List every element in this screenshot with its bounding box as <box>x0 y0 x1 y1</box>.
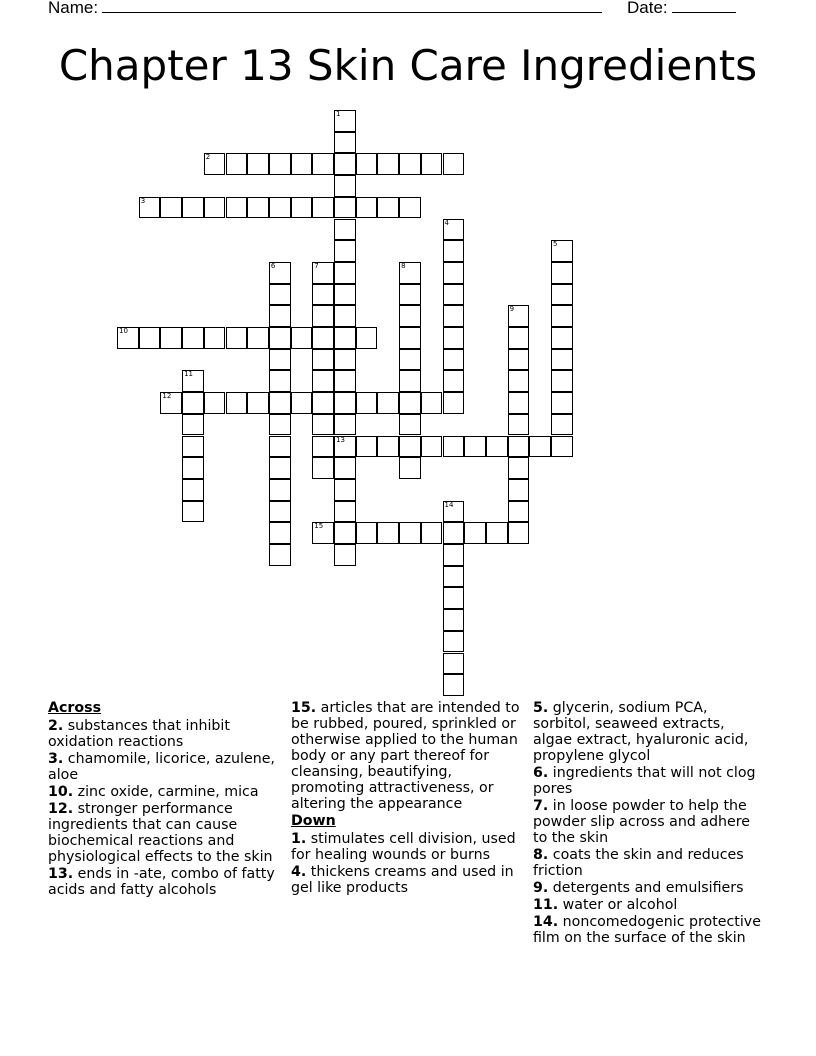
clue-item <box>48 801 280 865</box>
clue-number: 3 <box>140 196 146 205</box>
clues-column-2 <box>291 700 523 897</box>
clue-number: 2 <box>205 153 211 162</box>
clue-item-number: 13. <box>48 866 74 882</box>
grid-cell[interactable] <box>226 197 248 219</box>
clue-item-number: 1. <box>291 831 307 847</box>
grid-cell[interactable] <box>334 501 356 523</box>
grid-cell[interactable] <box>443 262 465 284</box>
grid-cell[interactable] <box>508 414 530 436</box>
grid-cell[interactable] <box>269 349 291 371</box>
page-title: Chapter 13 Skin Care Ingredients <box>58 41 758 90</box>
grid-cell[interactable] <box>312 305 334 327</box>
grid-cell[interactable] <box>508 327 530 349</box>
grid-cell[interactable] <box>312 457 334 479</box>
grid-cell[interactable] <box>377 436 399 458</box>
grid-cell[interactable] <box>269 153 291 175</box>
clue-item <box>533 700 765 764</box>
grid-cell[interactable] <box>551 414 573 436</box>
grid-cell[interactable] <box>312 349 334 371</box>
grid-cell[interactable] <box>356 197 378 219</box>
grid-cell[interactable] <box>139 197 161 219</box>
grid-cell[interactable] <box>399 153 421 175</box>
grid-cell[interactable] <box>399 349 421 371</box>
grid-cell[interactable] <box>443 609 465 631</box>
grid-cell[interactable] <box>204 392 226 414</box>
clue-item-number: 7. <box>533 798 549 814</box>
grid-cell[interactable] <box>421 522 443 544</box>
grid-cell[interactable] <box>204 153 226 175</box>
clue-item-number: 14. <box>533 914 559 930</box>
grid-cell[interactable] <box>334 392 356 414</box>
grid-cell[interactable] <box>334 262 356 284</box>
grid-cell[interactable] <box>269 327 291 349</box>
clue-item <box>291 864 523 896</box>
grid-cell[interactable] <box>551 327 573 349</box>
grid-cell[interactable] <box>334 370 356 392</box>
grid-cell[interactable] <box>269 544 291 566</box>
clue-item-text: thickens creams and used in gel like products <box>291 864 514 896</box>
grid-cell[interactable] <box>182 436 204 458</box>
grid-cell[interactable] <box>247 327 269 349</box>
grid-cell[interactable] <box>269 284 291 306</box>
grid-cell[interactable] <box>291 197 313 219</box>
clue-item-text: glycerin, sodium PCA, sorbitol, seaweed extracts, algae extract, hyaluronic acid, propylene glycol <box>533 700 749 764</box>
grid-cell[interactable] <box>247 392 269 414</box>
grid-cell[interactable] <box>508 457 530 479</box>
grid-cell[interactable] <box>182 197 204 219</box>
down-clue-list <box>291 831 523 896</box>
grid-cell[interactable] <box>443 153 465 175</box>
grid-cell[interactable] <box>551 305 573 327</box>
grid-cell[interactable] <box>269 522 291 544</box>
clue-item-text: noncomedogenic protective film on the surface of the skin <box>533 914 761 946</box>
grid-cell[interactable] <box>160 327 182 349</box>
clue-item-number: 6. <box>533 765 549 781</box>
clue-item-text: ends in -ate, combo of fatty acids and fatty alcohols <box>48 866 275 898</box>
clue-item-number: 8. <box>533 847 549 863</box>
clue-item-number: 5. <box>533 700 549 716</box>
grid-cell[interactable] <box>551 284 573 306</box>
grid-cell[interactable] <box>421 436 443 458</box>
grid-cell[interactable] <box>508 479 530 501</box>
clue-number: 1 <box>336 110 341 118</box>
grid-cell[interactable] <box>443 501 465 523</box>
grid-cell[interactable] <box>269 457 291 479</box>
grid-cell[interactable] <box>443 370 465 392</box>
clue-item-number: 4. <box>291 864 307 880</box>
clue-item-text: chamomile, licorice, azulene, aloe <box>48 751 275 783</box>
grid-cell[interactable] <box>334 457 356 479</box>
grid-cell[interactable] <box>399 197 421 219</box>
grid-cell[interactable] <box>551 240 573 262</box>
clues-column-1 <box>48 700 280 899</box>
clue-number: 15 <box>314 522 324 531</box>
grid-cell[interactable] <box>443 240 465 262</box>
clue-item-text: articles that are intended to be rubbed, poured, sprinkled or otherwise applied to the human body or any part thereof for cleansing, beautifying, promoting attractiveness, or altering the appearance <box>291 700 520 812</box>
grid-cell[interactable] <box>399 414 421 436</box>
grid-cell[interactable] <box>399 284 421 306</box>
clue-number: 6 <box>270 261 276 270</box>
grid-cell[interactable] <box>399 457 421 479</box>
grid-cell[interactable] <box>551 349 573 371</box>
grid-cell[interactable] <box>334 284 356 306</box>
grid-cell[interactable] <box>291 153 313 175</box>
grid-cell[interactable] <box>399 436 421 458</box>
grid-cell[interactable] <box>204 327 226 349</box>
grid-cell[interactable] <box>443 305 465 327</box>
grid-cell[interactable] <box>334 349 356 371</box>
grid-cell[interactable] <box>247 197 269 219</box>
grid-cell[interactable] <box>443 674 465 696</box>
grid-cell[interactable] <box>226 327 248 349</box>
grid-cell[interactable] <box>334 436 356 458</box>
grid-cell[interactable] <box>356 522 378 544</box>
clue-number: 14 <box>444 500 454 509</box>
grid-cell[interactable] <box>269 414 291 436</box>
grid-cell[interactable] <box>269 436 291 458</box>
clue-item <box>291 700 523 812</box>
grid-cell[interactable] <box>399 327 421 349</box>
grid-cell[interactable] <box>334 479 356 501</box>
grid-cell[interactable] <box>443 436 465 458</box>
grid-cell[interactable] <box>334 414 356 436</box>
grid-cell[interactable] <box>551 262 573 284</box>
grid-cell[interactable] <box>139 327 161 349</box>
grid-cell[interactable] <box>443 566 465 588</box>
grid-cell[interactable] <box>312 414 334 436</box>
grid-cell[interactable] <box>182 457 204 479</box>
grid-cell[interactable] <box>508 370 530 392</box>
grid-cell[interactable] <box>508 305 530 327</box>
grid-cell[interactable] <box>291 392 313 414</box>
grid-cell[interactable] <box>312 262 334 284</box>
date-label: Date: <box>627 0 668 17</box>
grid-cell[interactable] <box>182 327 204 349</box>
down-clue-list-continued <box>533 700 765 946</box>
clue-number: 9 <box>509 305 515 314</box>
clue-item-text: in loose powder to help the powder slip across and adhere to the skin <box>533 798 751 846</box>
clue-item <box>533 897 765 913</box>
grid-cell[interactable] <box>377 522 399 544</box>
grid-cell[interactable] <box>312 436 334 458</box>
grid-cell[interactable] <box>182 370 204 392</box>
grid-cell[interactable] <box>312 197 334 219</box>
clue-item-number: 9. <box>533 880 549 896</box>
grid-cell[interactable] <box>551 436 573 458</box>
grid-cell[interactable] <box>508 501 530 523</box>
clue-number: 11 <box>184 370 194 379</box>
grid-cell[interactable] <box>529 436 551 458</box>
grid-cell[interactable] <box>377 197 399 219</box>
grid-cell[interactable] <box>334 544 356 566</box>
grid-cell[interactable] <box>117 327 139 349</box>
clue-number: 4 <box>444 218 449 227</box>
grid-cell[interactable] <box>226 392 248 414</box>
across-clue-list <box>48 718 280 898</box>
grid-cell[interactable] <box>334 240 356 262</box>
grid-cell[interactable] <box>247 153 269 175</box>
clue-item-number: 10. <box>48 784 74 800</box>
grid-cell[interactable] <box>443 392 465 414</box>
grid-cell[interactable] <box>182 392 204 414</box>
grid-cell[interactable] <box>356 392 378 414</box>
clue-item <box>533 847 765 879</box>
clue-number: 12 <box>162 392 172 401</box>
grid-cell[interactable] <box>443 349 465 371</box>
clue-item-number: 15. <box>291 700 317 716</box>
clue-item <box>48 751 280 783</box>
grid-cell[interactable] <box>312 284 334 306</box>
clue-item <box>291 831 523 863</box>
grid-cell[interactable] <box>269 479 291 501</box>
clue-item-text: zinc oxide, carmine, mica <box>73 784 259 800</box>
clue-item <box>533 880 765 896</box>
grid-cell[interactable] <box>443 284 465 306</box>
grid-cell[interactable] <box>204 197 226 219</box>
across-heading: Across <box>48 700 102 716</box>
grid-cell[interactable] <box>377 392 399 414</box>
grid-cell[interactable] <box>421 392 443 414</box>
grid-cell[interactable] <box>421 153 443 175</box>
grid-cell[interactable] <box>464 522 486 544</box>
clue-number: 7 <box>314 261 319 270</box>
grid-cell[interactable] <box>399 305 421 327</box>
grid-cell[interactable] <box>312 153 334 175</box>
grid-cell[interactable] <box>508 349 530 371</box>
clue-item <box>48 866 280 898</box>
grid-cell[interactable] <box>356 436 378 458</box>
clue-item-number: 3. <box>48 751 64 767</box>
grid-cell[interactable] <box>486 522 508 544</box>
grid-cell[interactable] <box>443 587 465 609</box>
grid-cell[interactable] <box>160 392 182 414</box>
grid-cell[interactable] <box>182 479 204 501</box>
grid-cell[interactable] <box>269 501 291 523</box>
grid-cell[interactable] <box>226 153 248 175</box>
grid-cell[interactable] <box>334 327 356 349</box>
clue-item-text: coats the skin and reduces friction <box>533 847 744 879</box>
down-heading: Down <box>291 813 336 829</box>
clue-item-number: 12. <box>48 801 74 817</box>
grid-cell[interactable] <box>334 219 356 241</box>
clue-item <box>48 784 280 800</box>
clue-item-text: stimulates cell division, used for healing wounds or burns <box>291 831 516 863</box>
grid-cell[interactable] <box>464 436 486 458</box>
grid-cell[interactable] <box>508 392 530 414</box>
clue-item-text: stronger performance ingredients that can cause biochemical reactions and physiological effects to the skin <box>48 801 273 865</box>
grid-cell[interactable] <box>269 392 291 414</box>
grid-cell[interactable] <box>269 197 291 219</box>
grid-cell[interactable] <box>508 522 530 544</box>
grid-cell[interactable] <box>377 153 399 175</box>
clue-item-text: detergents and emulsifiers <box>548 880 744 896</box>
clue-item-number: 11. <box>533 897 559 913</box>
grid-cell[interactable] <box>551 392 573 414</box>
grid-cell[interactable] <box>356 327 378 349</box>
clue-item-number: 2. <box>48 718 64 734</box>
clue-number: 5 <box>553 240 558 249</box>
grid-cell[interactable] <box>356 153 378 175</box>
grid-cell[interactable] <box>443 522 465 544</box>
grid-cell[interactable] <box>312 370 334 392</box>
grid-cell[interactable] <box>182 501 204 523</box>
grid-cell[interactable] <box>443 327 465 349</box>
grid-cell[interactable] <box>443 631 465 653</box>
grid-cell[interactable] <box>334 522 356 544</box>
clue-number: 10 <box>119 327 128 335</box>
clue-item <box>533 914 765 946</box>
grid-cell[interactable] <box>399 522 421 544</box>
grid-cell[interactable] <box>312 522 334 544</box>
clue-item <box>533 765 765 797</box>
grid-cell[interactable] <box>443 544 465 566</box>
clue-item <box>48 718 280 750</box>
grid-cell[interactable] <box>443 653 465 675</box>
grid-cell[interactable] <box>399 262 421 284</box>
clue-item-text: water or alcohol <box>558 897 678 913</box>
grid-cell[interactable] <box>334 132 356 154</box>
grid-cell[interactable] <box>399 392 421 414</box>
clue-item-text: ingredients that will not clog pores <box>533 765 756 797</box>
grid-cell[interactable] <box>399 370 421 392</box>
name-label: Name: <box>48 0 99 17</box>
grid-cell[interactable] <box>312 392 334 414</box>
grid-cell[interactable] <box>486 436 508 458</box>
grid-cell[interactable] <box>269 305 291 327</box>
across-clue-list-continued <box>291 700 523 812</box>
grid-cell[interactable] <box>334 153 356 175</box>
grid-cell[interactable] <box>334 305 356 327</box>
clue-number: 13 <box>336 435 345 444</box>
grid-cell[interactable] <box>443 219 465 241</box>
grid-cell[interactable] <box>334 197 356 219</box>
grid-cell[interactable] <box>182 414 204 436</box>
grid-cell[interactable] <box>551 370 573 392</box>
grid-cell[interactable] <box>508 436 530 458</box>
grid-cell[interactable] <box>269 262 291 284</box>
grid-cell[interactable] <box>334 175 356 197</box>
grid-cell[interactable] <box>312 327 334 349</box>
grid-cell[interactable] <box>160 197 182 219</box>
grid-cell[interactable] <box>269 370 291 392</box>
clue-item-text: substances that inhibit oxidation reactions <box>48 718 230 750</box>
clues-column-3 <box>533 700 765 947</box>
clue-number: 8 <box>401 261 406 270</box>
clue-item <box>533 798 765 846</box>
grid-cell[interactable] <box>334 110 356 132</box>
grid-cell[interactable] <box>291 327 313 349</box>
